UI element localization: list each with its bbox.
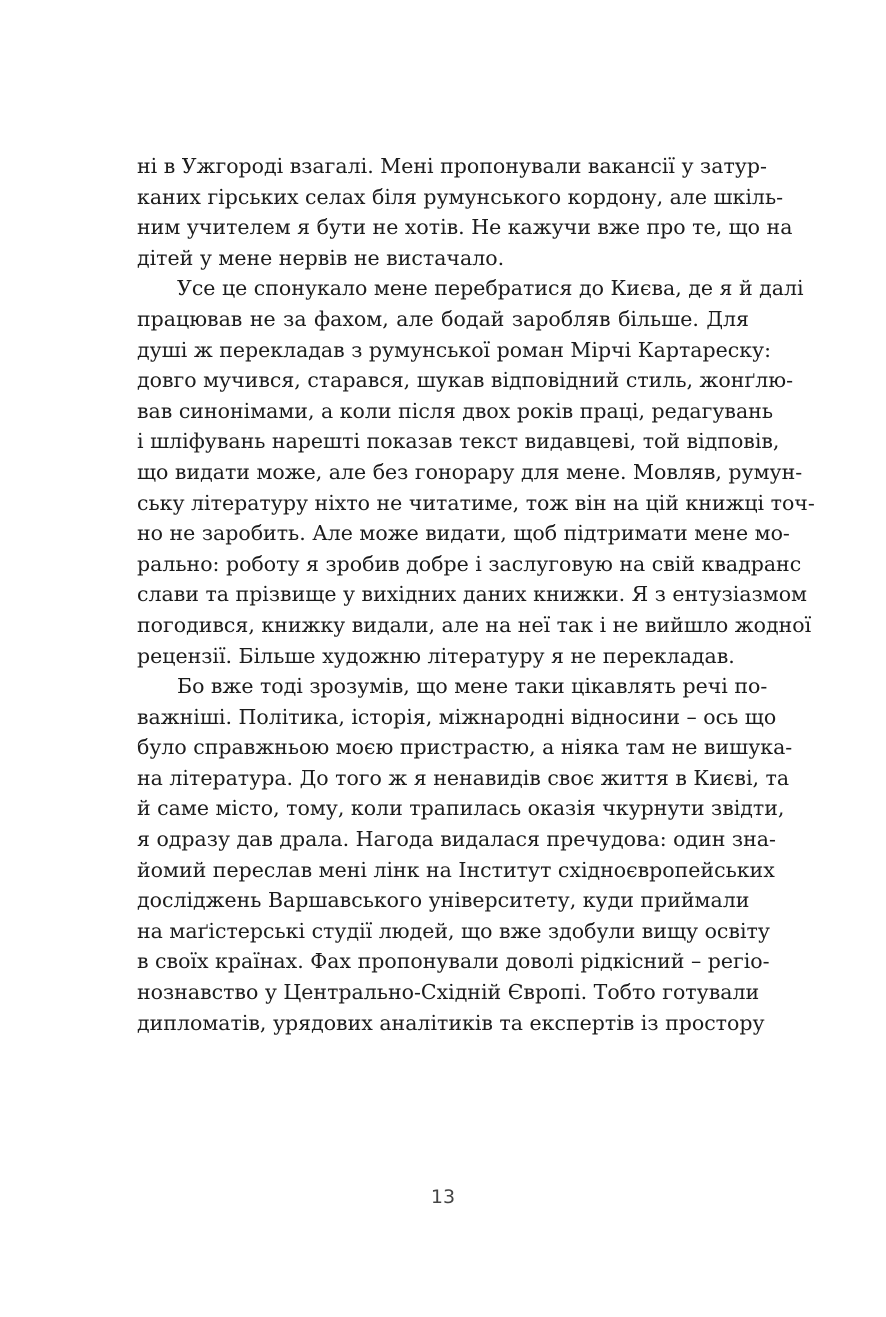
text-line: нознавство у Центрально-Східній Європі. Тобто готували [137, 980, 760, 1005]
text-line: каних гірських селах біля румунського кордону, але шкіль- [137, 184, 784, 209]
text-line: ську літературу ніхто не читатиме, тож він на цій книжці точ- [137, 490, 815, 515]
text-line: ні в Ужгороді взагалі. Мені пропонували вакансії у затур- [137, 154, 767, 178]
text-line: душі ж перекладав з румунської роман Мірчі Картареску: [137, 337, 772, 362]
paragraph [137, 151, 793, 273]
text-line: на маґістерські студії людей, що вже здобули вищу освіту [137, 918, 770, 943]
text-line: Бо вже тоді зрозумів, що мене таки цікавлять речі по- [177, 674, 768, 699]
text-line: і шліфувань нарешті показав текст видавцеві, той відповів, [137, 429, 780, 454]
text-line: йомий переслав мені лінк на Інститут східноєвропейських [137, 857, 775, 882]
text-line: ним учителем я бути не хотів. Не кажучи вже про те, що на [137, 215, 793, 240]
text-line: рецензії. Більше художню літературу я не перекладав. [137, 643, 735, 668]
text-line: Усе це спонукало мене перебратися до Києва, де я й далі [177, 276, 804, 301]
page-number: 13 [430, 1186, 456, 1208]
text-line: но не заробить. Але може видати, щоб підтримати мене мо- [137, 521, 790, 546]
text-line: важніші. Політика, історія, міжнародні відносини – ось що [137, 704, 777, 729]
paragraph [137, 273, 815, 671]
text-line: дітей у мене нервів не вистачало. [137, 245, 505, 270]
text-line: дипломатів, урядових аналітиків та експертів із простору [137, 1010, 765, 1035]
text-line: було справжньою моєю пристрастю, а ніяка там не вишука- [137, 735, 793, 760]
text-line: довго мучився, старався, шукав відповідний стиль, жонґлю- [137, 368, 794, 393]
text-line: що видати може, але без гонорару для мене. Мовляв, румун- [137, 459, 803, 484]
text-line: працював не за фахом, але бодай заробляв більше. Для [137, 306, 749, 331]
text-line: на література. До того ж я ненавидів своє життя в Києві, та [137, 765, 790, 790]
text-line: погодився, книжку видали, але на неї так і не вийшло жодної [137, 612, 812, 637]
text-line: рально: роботу я зробив добре і заслуговую на свій квадранс [137, 551, 802, 576]
text-line: в своїх країнах. Фах пропонували доволі рідкісний – регіо- [137, 949, 770, 974]
text-line: слави та прізвище у вихідних даних книжки. Я з ентузіазмом [137, 582, 807, 607]
text-line: я одразу дав драла. Нагода видалася пречудова: один зна- [137, 827, 776, 852]
body-text [137, 151, 815, 1038]
paragraph [137, 671, 793, 1038]
text-line: й саме місто, тому, коли трапилась оказія чкурнути звідти, [137, 796, 785, 821]
text-line: досліджень Варшавського університету, куди приймали [137, 888, 750, 913]
text-line: вав синонімами, а коли після двох років праці, редагувань [137, 398, 774, 423]
